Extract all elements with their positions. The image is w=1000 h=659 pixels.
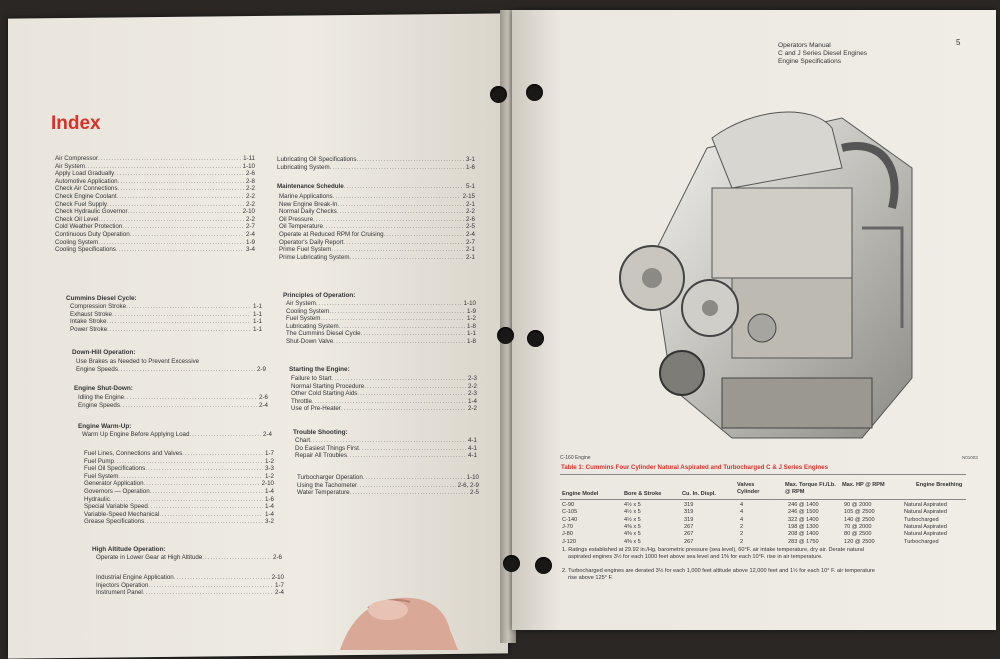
index-entry-page: 5-1 <box>466 183 475 190</box>
index-entry <box>291 405 477 413</box>
index-entry-label: Cooling Specifications <box>55 246 116 254</box>
index-entry-page: 1-6 <box>265 495 274 503</box>
punch-hole <box>526 84 543 101</box>
index-entry-page: 2-10 <box>242 208 255 216</box>
table-cell: 105 @ 2500 <box>844 509 875 516</box>
index-entry-page: 1-9 <box>246 238 255 246</box>
index-entry-page: 1-7 <box>275 581 284 589</box>
index-entry-page: 2-4 <box>275 589 284 597</box>
index-entry-label: Air Compressor <box>55 155 98 162</box>
table-cell: 4⅜ x 5 <box>624 538 641 545</box>
index-entry-label: Warm Up Engine Before Applying Load <box>82 431 190 438</box>
index-entry-label: Failure to Start <box>291 375 332 382</box>
index-entry-page: 2-4 <box>466 231 475 238</box>
table-cell: 2 <box>740 538 744 545</box>
index-entry-label: Other Cold Starting Aids <box>291 390 358 398</box>
table-rule-top <box>560 474 966 475</box>
index-entry <box>297 489 479 497</box>
index-entry-label: Using the Tachometer <box>297 481 358 489</box>
index-entry-label: Grease Specifications <box>84 518 145 526</box>
dot-leader <box>350 489 468 497</box>
dot-leader <box>189 431 261 439</box>
table-cell: 319 <box>684 502 694 508</box>
index-entry-label: Cold Weather Protection <box>55 223 123 231</box>
table-cell: Natural Aspirated <box>904 523 947 530</box>
engine-model-cell: J-70 <box>562 523 573 530</box>
table-cell: Turbocharged <box>904 516 939 523</box>
index-entry-page: 2-4 <box>263 431 272 438</box>
table-cell: 4⅜ x 5 <box>624 523 641 530</box>
dot-leader <box>120 402 257 410</box>
index-entry-label: Compression Stroke <box>70 303 127 310</box>
index-entry-label: Special Variable Speed <box>84 503 148 511</box>
index-entry-page: 1-4 <box>265 488 274 495</box>
index-entry-label: Cooling System <box>55 238 99 246</box>
note-2b: rise above 125° F. <box>568 575 613 581</box>
table-cell: 322 @ 1400 <box>788 516 819 523</box>
index-entry-label: Normal Starting Procedure <box>291 382 365 390</box>
index-entry-page: 2-1 <box>466 246 475 254</box>
table-cell: 120 @ 2500 <box>844 538 875 545</box>
engine-model-cell: J-80 <box>562 531 573 538</box>
index-entry-page: 1-6 <box>466 163 475 171</box>
index-entry-label: Fuel System <box>84 472 119 480</box>
section-heading-trouble: Trouble Shooting: <box>293 429 348 436</box>
table-cell: 267 <box>684 531 694 538</box>
table-cell: 198 @ 1300 <box>788 523 819 530</box>
index-entry-page: 2-2 <box>468 405 477 413</box>
index-entry-page: 1-8 <box>467 338 476 345</box>
index-entry-page: 2-9 <box>257 366 266 373</box>
index-entry-page: 2-7 <box>466 238 475 246</box>
table-cell: 319 <box>684 509 694 516</box>
index-entry-label: Engine Speeds <box>78 401 120 409</box>
index-entry <box>295 452 477 460</box>
dot-leader <box>350 254 465 262</box>
table-cell: 4½ x 5 <box>624 502 641 508</box>
index-entry-page: 2-2 <box>246 193 255 200</box>
index-entry <box>96 589 284 597</box>
header-specs: Engine Specifications <box>778 58 842 65</box>
index-entry-page: 1-10 <box>242 162 255 170</box>
index-entry-label: Idling the Engine <box>78 394 125 401</box>
index-entry-label: Variable-Speed Mechanical <box>84 510 160 518</box>
index-entry-label: Automotive Application <box>55 177 118 185</box>
engine-model-cell: C-140 <box>562 516 578 523</box>
photo-caption: C-160 Engine <box>560 455 591 461</box>
index-entry-page: 1-10 <box>466 474 479 481</box>
col-header-torque: Max. Torque Ft./Lb. @ RPM <box>785 482 836 495</box>
index-entry-label: Fuel Oil Specifications <box>84 465 146 473</box>
dot-leader <box>107 326 251 334</box>
index-entry-label: Check Fuel Supply <box>55 200 107 208</box>
table-cell: 246 @ 1400 <box>788 502 819 508</box>
index-entry <box>55 246 255 254</box>
index-entry-page: 2-6 <box>246 170 255 178</box>
index-entry-page: 2-1 <box>466 200 475 208</box>
table-cell: 2 <box>740 531 744 538</box>
dot-leader <box>330 164 464 172</box>
index-entry-page: 1-1 <box>253 318 262 326</box>
table-cell: 4 <box>740 516 744 523</box>
index-entry-page: 2-4 <box>246 231 255 238</box>
index-entry-label: Operator's Daily Report <box>279 238 344 246</box>
index-entry-page: 2-10 <box>271 574 284 581</box>
index-entry <box>70 326 262 334</box>
index-entry-page: 2-6 <box>273 554 282 561</box>
table-cell: 319 <box>684 516 694 523</box>
dot-leader <box>118 366 255 374</box>
index-entry-page: 1-2 <box>265 472 274 480</box>
index-entry-label: Shut-Down Valve <box>286 338 334 345</box>
table-cell: 4 <box>740 509 744 516</box>
index-entry-page: 2-1 <box>466 253 475 261</box>
index-entry-page: 4-1 <box>468 444 477 452</box>
col-header-valves: Valves Cylinder <box>737 482 760 495</box>
index-entry-page: 2-2 <box>468 382 477 390</box>
table-cell: 283 @ 1750 <box>788 538 819 545</box>
table-cell: 208 @ 1400 <box>788 531 819 538</box>
engine-model-cell: C-105 <box>562 509 578 516</box>
index-entry-page: 2-6 <box>466 215 475 223</box>
dot-leader <box>333 338 465 346</box>
index-entry-label: Lubricating System <box>277 163 330 171</box>
index-entry <box>96 554 282 562</box>
thumb-image <box>340 590 460 650</box>
index-entry-page: 2-6 <box>259 394 268 401</box>
index-entry-label: Operate in Lower Gear at High Altitude <box>96 554 203 561</box>
index-entry-page: 3-2 <box>265 518 274 526</box>
index-entry-label: Air System <box>286 300 316 307</box>
punch-hole <box>535 557 552 574</box>
section-heading-shutdown: Engine Shut-Down: <box>74 385 133 392</box>
index-entry-label: Oil Temperature <box>279 223 323 231</box>
index-entry-page: 2-7 <box>246 223 255 231</box>
page-number: 5 <box>956 38 961 47</box>
index-entry-label: Lubricating Oil Specifications <box>277 156 357 163</box>
index-entry-label: Generator Application <box>84 480 144 488</box>
index-entry-page: 1-1 <box>253 310 262 318</box>
index-entry-page: 2-3 <box>468 375 477 382</box>
table-cell: Natural Aspirated <box>904 509 947 516</box>
index-entry-label: Apply Load Gradually <box>55 170 115 178</box>
section-heading-warmup: Engine Warm-Up: <box>78 423 132 430</box>
index-entry-label: Fuel Pump <box>84 457 114 465</box>
dot-leader <box>143 589 273 597</box>
dot-leader <box>202 554 271 562</box>
dot-leader <box>344 183 464 191</box>
index-entry-label: Check Oil Level <box>55 215 99 223</box>
punch-hole <box>490 86 507 103</box>
index-entry-label: Water Temperature <box>297 489 350 497</box>
index-entry-page: 2-8 <box>246 177 255 185</box>
index-entry-label: Marine Applications <box>279 193 333 200</box>
index-entry-page: 1-4 <box>265 510 274 518</box>
punch-hole <box>527 330 544 347</box>
index-entry-label: Hydraulic <box>84 495 110 503</box>
index-entry-page: 1-7 <box>265 450 274 457</box>
table-cell: Natural Aspirated <box>904 502 947 508</box>
index-entry-label: Fuel System <box>286 315 321 323</box>
index-entry-label: Normal Daily Checks <box>279 208 337 216</box>
index-entry-label: Throttle <box>291 397 312 405</box>
punch-hole <box>497 327 514 344</box>
table-cell: 4 <box>740 502 744 508</box>
index-entry-label: Engine Speeds <box>76 366 118 373</box>
index-entry-page: 2-10 <box>261 480 274 488</box>
dot-leader <box>347 452 466 460</box>
index-entry-page: 1-2 <box>265 457 274 465</box>
table-cell: 267 <box>684 523 694 530</box>
index-entry-page: 3-4 <box>246 246 255 254</box>
index-entry-label: Governors — Operation <box>84 488 150 495</box>
section-heading-altitude: High Altitude Operation: <box>92 546 166 553</box>
index-entry-page: 1-1 <box>467 330 476 338</box>
index-entry-page: 2-4 <box>259 401 268 409</box>
table-cell: 2 <box>740 523 744 530</box>
table-cell: 4½ x 5 <box>624 509 641 516</box>
index-entry-label: Lubricating System <box>286 322 339 330</box>
table-cell: 90 @ 2000 <box>844 502 872 508</box>
index-entry-label: Injectors Operation <box>96 581 149 589</box>
index-entry-label: New Engine Break-In <box>279 200 338 208</box>
section-heading-downhill: Down-Hill Operation: <box>72 349 136 356</box>
table-cell: 4⅜ x 5 <box>624 531 641 538</box>
index-entry-page: 1-10 <box>463 300 476 307</box>
index-entry-label: Use of Pre-Heater <box>291 405 341 413</box>
index-entry <box>84 518 274 526</box>
index-entry <box>76 366 266 374</box>
index-entry-page: 2-3 <box>468 390 477 398</box>
engine-model-cell: J-120 <box>562 538 576 545</box>
table-rule-header <box>560 499 966 500</box>
index-entry-label: Chart <box>295 437 311 444</box>
table-cell: 267 <box>684 538 694 545</box>
index-entry-page: 1-1 <box>253 303 262 310</box>
index-entry-label: The Cummins Diesel Cycle <box>286 330 361 338</box>
index-entry-label: Prime Lubricating System <box>279 253 350 261</box>
index-entry-page: 3-1 <box>466 156 475 163</box>
index-entry-page: 1-4 <box>265 503 274 511</box>
index-entry-page: 1-2 <box>467 315 476 323</box>
section-heading-starting: Starting the Engine: <box>289 366 350 373</box>
index-title: Index <box>51 113 101 134</box>
col-header-hp: Max. HP @ RPM <box>842 482 885 488</box>
index-entry-label: Continuous Duty Operation <box>55 231 130 238</box>
table-title: Table 1: Cummins Four Cylinder Natural Aspirated and Turbocharged C & J Series Engines <box>561 464 829 471</box>
table-cell: 70 @ 2000 <box>844 523 872 530</box>
index-entry-page: 1-8 <box>467 322 476 330</box>
header-manual: Operators Manual <box>778 42 831 49</box>
dot-leader <box>116 246 244 254</box>
index-entry-label: Exhaust Stroke <box>70 310 112 318</box>
index-entry-label: Do Easiest Things First <box>295 444 359 452</box>
table-cell: Natural Aspirated <box>904 531 947 538</box>
section-heading-principles: Principles of Operation: <box>283 292 356 299</box>
index-entry-label: Cooling System <box>286 307 330 315</box>
index-entry-page: 1-9 <box>467 307 476 315</box>
photo-reference: N01003 <box>962 455 978 460</box>
col-header-bore: Bore & Stroke <box>624 491 662 497</box>
index-entry <box>277 164 475 172</box>
section-heading-cummins: Cummins Diesel Cycle: <box>66 295 137 302</box>
punch-hole <box>503 555 520 572</box>
index-entry-label: Intake Stroke <box>70 318 107 326</box>
index-entry-page: 2-5 <box>466 223 475 231</box>
index-entry-page: 4-1 <box>468 452 477 460</box>
index-entry-label: Industrial Engine Application <box>96 574 174 581</box>
index-entry-label: Air System <box>55 162 85 170</box>
index-entry-label: Check Air Connections <box>55 185 118 193</box>
index-entry-label: Check Hydraulic Governor <box>55 208 128 216</box>
table-cell: 246 @ 1500 <box>788 509 819 516</box>
index-entry-label: Prime Fuel System <box>279 246 332 254</box>
index-entry-page: 2-2 <box>246 185 255 193</box>
index-entry-label: Power Stroke <box>70 325 108 333</box>
index-entry-label: Fuel Lines, Connections and Valves <box>84 450 183 457</box>
index-entry <box>286 338 476 346</box>
index-entry-page: 2-2 <box>466 208 475 216</box>
engine-model-cell: C-90 <box>562 502 575 508</box>
index-entry-page: 3-3 <box>265 465 274 473</box>
col-header-displ: Cu. In. Displ. <box>682 491 716 497</box>
index-entry-page: 1-4 <box>468 397 477 405</box>
index-entry <box>277 183 475 191</box>
table-cell: 140 @ 2500 <box>844 516 875 523</box>
index-entry <box>82 431 272 439</box>
table-cell: 4½ x 5 <box>624 516 641 523</box>
table-cell: 80 @ 2500 <box>844 531 872 538</box>
index-entry-page: 1-1 <box>253 325 262 333</box>
index-entry-page: 2-5 <box>470 489 479 497</box>
col-header-breathing: Engine Breathing <box>916 482 963 488</box>
note-1a: 1. Ratings established at 29.92 in./Hg. barometric pressure (sea level), 60°F. air intake temperature, dry air. Derate natural <box>562 547 864 553</box>
index-entry-label: Oil Pressure <box>279 215 314 223</box>
note-1b: aspirated engines 3½ for each 1000 feet above sea level and 1% for each 10°F. rise in air temperature. <box>568 554 823 560</box>
section-heading-maintenance: Maintenance Schedule <box>277 183 344 190</box>
index-entry-label: Operate at Reduced RPM for Cruising <box>279 231 384 238</box>
col-header-model: Engine Model <box>562 491 599 497</box>
index-entry <box>279 254 475 262</box>
dot-leader <box>341 405 466 413</box>
index-entry-page: 2-2 <box>246 200 255 208</box>
index-entry-label: Check Engine Coolant <box>55 193 117 200</box>
header-series: C and J Series Diesel Engines <box>778 50 868 57</box>
index-entry-label: Repair All Troubles <box>295 452 347 460</box>
index-entry-page: 2-15 <box>462 193 475 200</box>
engine-photo <box>612 108 930 446</box>
index-entry-page: 2-6, 2-9 <box>457 481 479 489</box>
index-entry-page: 2-2 <box>246 215 255 223</box>
index-entry-label: Instrument Panel <box>96 589 143 597</box>
index-entry-page: 4-1 <box>468 437 477 444</box>
table-cell: Turbocharged <box>904 538 939 545</box>
index-entry-label: Use Brakes as Needed to Prevent Excessive <box>76 358 200 365</box>
note-2a: 2. Turbocharged engines are derated 3½ for each 1,000 feet altitude above 12,000 feet and 1½ for each 10° F. air temperature <box>562 568 875 574</box>
index-entry-label: Turbocharger Operation <box>297 474 363 481</box>
index-entry <box>78 402 268 410</box>
index-entry-page: 1-11 <box>243 155 255 162</box>
dot-leader <box>144 518 263 526</box>
